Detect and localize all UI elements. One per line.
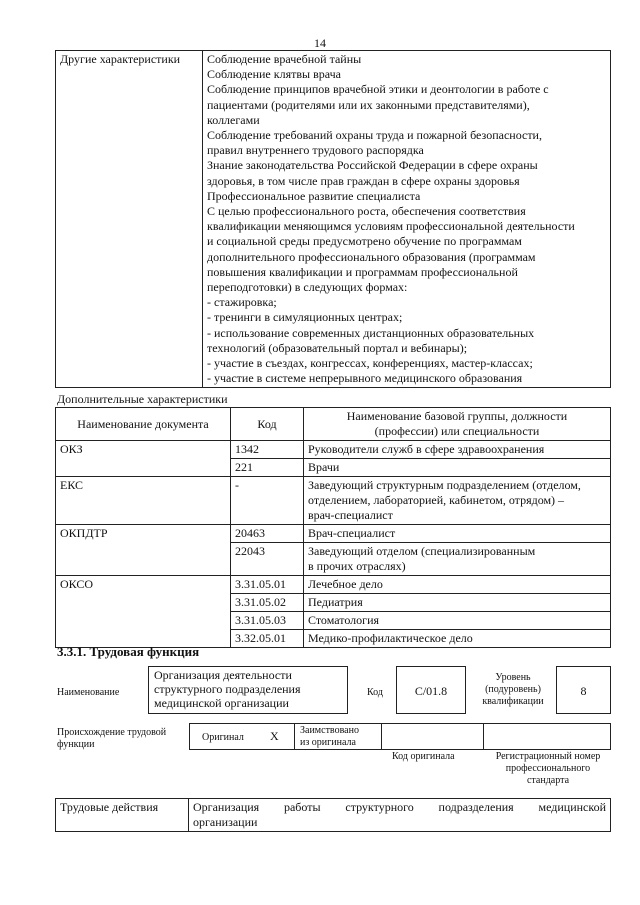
page-number: 14 — [314, 36, 326, 50]
text-line: повышения квалификации и программам профессиональной — [207, 264, 518, 279]
header-document: Наименование документа — [56, 408, 231, 441]
text-line: Профессиональное развитие специалиста — [207, 188, 421, 203]
name-cell: Врач-специалист — [304, 525, 611, 543]
text-line: - тренинги в симуляционных центрах; — [207, 310, 403, 325]
code-cell: - — [231, 477, 304, 525]
text-line: правил внутреннего трудового распорядка — [207, 143, 424, 158]
code-cell: 3.32.05.01 — [231, 630, 304, 648]
labor-actions-text — [189, 799, 611, 832]
name-cell: Педиатрия — [304, 594, 611, 612]
original-mark: X — [270, 729, 279, 743]
word: подразделения — [438, 800, 514, 814]
code-cell: 20463 — [231, 525, 304, 543]
text-line: дополнительного профессионального образования (программам — [207, 249, 536, 264]
text-line: коллегами — [207, 112, 260, 127]
doc-okz: ОКЗ — [56, 441, 231, 477]
header-code: Код — [231, 408, 304, 441]
labor-actions-label: Трудовые действия — [56, 799, 189, 832]
text-line: переподготовки) в следующих формах: — [207, 280, 408, 295]
additional-characteristics-table — [55, 407, 611, 648]
other-characteristics-label: Другие характеристики — [56, 51, 203, 388]
name-line: медицинской организации — [154, 696, 289, 710]
word: Организация — [193, 800, 260, 814]
origin-line: функции — [57, 739, 95, 750]
name-line: отделением, лабораторией, кабинетом, отрядом) – — [308, 493, 565, 507]
code-cell: 3.31.05.01 — [231, 576, 304, 594]
reg-line: стандарта — [526, 775, 570, 786]
level-line: (подуровень) — [485, 684, 541, 695]
text-line: пациентами (родителями или их законными представителями), — [207, 97, 530, 112]
header-group-name — [304, 408, 611, 441]
origin-line: Происхождение трудовой — [57, 727, 167, 738]
divider — [294, 724, 295, 749]
other-characteristics-text — [203, 51, 611, 388]
labor-actions-table — [55, 798, 611, 832]
header-line: Наименование базовой группы, должности — [346, 409, 568, 423]
additional-characteristics-caption: Дополнительные характеристики — [57, 392, 228, 406]
level-label — [472, 672, 554, 708]
name-line: Заведующий отделом (специализированным — [308, 544, 536, 558]
section-title: 3.3.1. Трудовая функция — [57, 644, 200, 659]
text-line: Соблюдение врачебной тайны — [207, 52, 362, 66]
level-value-box: 8 — [556, 666, 611, 714]
code-cell: 1342 — [231, 441, 304, 459]
doc-eks: ЕКС — [56, 477, 231, 525]
name-cell: Лечебное дело — [304, 576, 611, 594]
doc-okso: ОКСО — [56, 576, 231, 648]
text-line: Знание законодательства Российской Федерации в сфере охраны — [207, 158, 538, 173]
other-characteristics-table — [55, 50, 611, 388]
name-cell — [304, 477, 611, 525]
name-cell: Стоматология — [304, 612, 611, 630]
word: работы — [283, 800, 321, 814]
text-line: - стажировка; — [207, 295, 277, 310]
text-line: Соблюдение принципов врачебной этики и деонтологии в работе с — [207, 82, 549, 97]
borrowed-label — [300, 725, 359, 749]
code-original-label: Код оригинала — [392, 751, 455, 762]
name-cell — [304, 543, 611, 576]
reg-number-label — [484, 751, 612, 787]
text-line: Соблюдение требований охраны труда и пожарной безопасности, — [207, 128, 542, 143]
name-line: структурного подразделения — [154, 682, 301, 696]
borrowed-line: Заимствовано — [300, 725, 359, 736]
function-name-box — [148, 666, 348, 714]
name-cell: Медико-профилактическое дело — [304, 630, 611, 648]
borrowed-line: из оригинала — [300, 737, 356, 748]
name-cell: Руководители служб в сфере здравоохранения — [304, 441, 611, 459]
code-value-box: С/01.8 — [396, 666, 466, 714]
text-line: здоровья, в том числе прав граждан в сфере охраны здоровья — [207, 173, 520, 188]
level-line: Уровень — [495, 672, 531, 683]
header-line: (профессии) или специальности — [374, 424, 540, 438]
divider — [381, 724, 382, 749]
reg-line: Регистрационный номер — [495, 751, 601, 762]
name-line: врач-специалист — [308, 508, 393, 522]
code-label: Код — [367, 687, 383, 698]
origin-row — [189, 723, 611, 750]
reg-line: профессионального — [505, 763, 591, 774]
level-line: квалификации — [482, 696, 544, 707]
text-line: - участие в системе непрерывного медицинского образования — [207, 371, 523, 386]
code-cell: 3.31.05.02 — [231, 594, 304, 612]
code-cell: 22043 — [231, 543, 304, 576]
original-label: Оригинал — [202, 732, 244, 743]
origin-label — [57, 727, 166, 751]
word: медицинской — [538, 800, 607, 814]
code-cell: 3.31.05.03 — [231, 612, 304, 630]
text-line: - участие в съездах, конгрессах, конференциях, мастер-классах; — [207, 356, 533, 371]
name-line: в прочих отраслях) — [308, 559, 406, 573]
name-label: Наименование — [57, 687, 120, 698]
word: структурного — [345, 800, 414, 814]
doc-okpdtr: ОКПДТР — [56, 525, 231, 576]
name-cell: Врачи — [304, 459, 611, 477]
code-cell: 221 — [231, 459, 304, 477]
name-line: Организация деятельности — [154, 668, 292, 682]
text-line: - использование современных дистанционных образовательных — [207, 325, 535, 340]
actions-line-1 — [193, 800, 606, 815]
divider — [483, 724, 484, 749]
text-line: квалификации меняющимся условиям профессиональной деятельности — [207, 219, 575, 234]
text-line: Соблюдение клятвы врача — [207, 67, 341, 82]
text-line: и социальной среды предусмотрено обучение по программам — [207, 234, 522, 249]
actions-line-2: организации — [193, 815, 258, 829]
name-line: Заведующий структурным подразделением (отделом, — [308, 478, 581, 492]
text-line: технологий (образовательный портал и вебинары); — [207, 340, 468, 355]
text-line: С целью профессионального роста, обеспечения соответствия — [207, 204, 526, 219]
